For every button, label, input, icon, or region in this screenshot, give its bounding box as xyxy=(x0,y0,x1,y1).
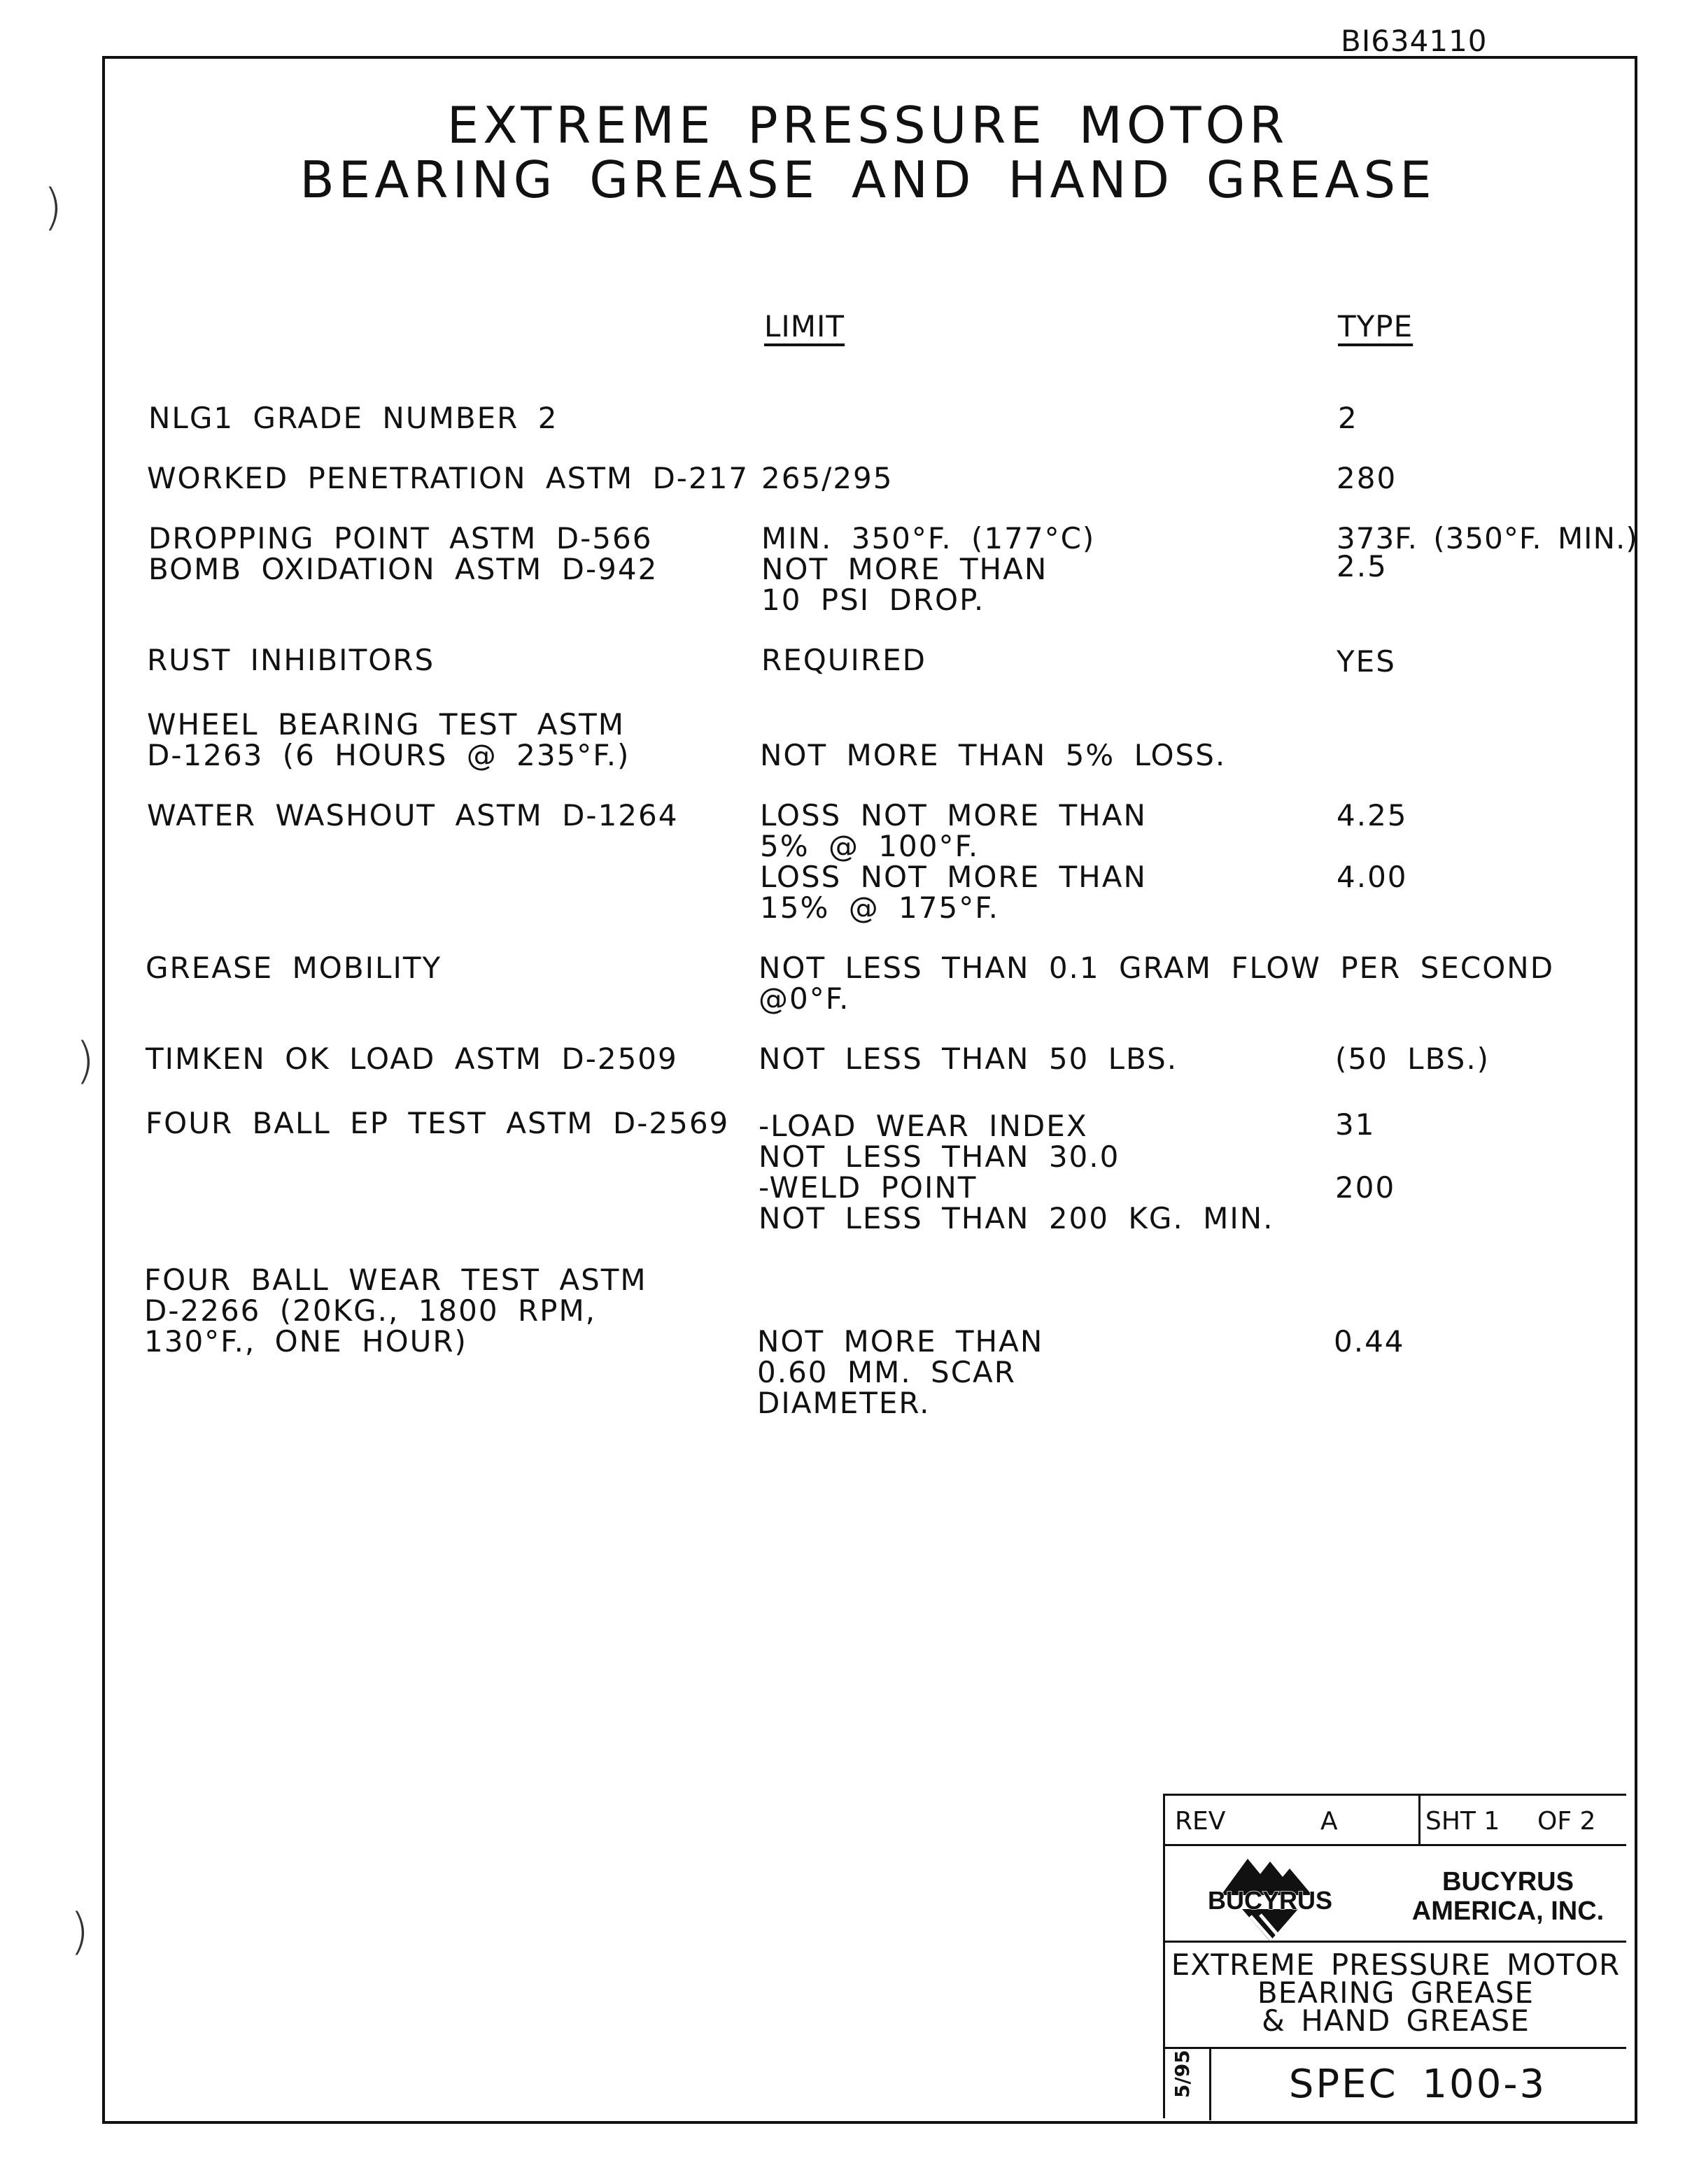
property-label: RUST INHIBITORS xyxy=(147,643,435,677)
property-label: NLG1 GRADE NUMBER 2 xyxy=(148,401,558,435)
limit-value: -LOAD WEAR INDEX NOT LESS THAN 30.0 xyxy=(759,1109,1120,1174)
date-cell xyxy=(1165,2049,1211,2120)
page-title xyxy=(0,98,1685,207)
bucyrus-logo-icon xyxy=(1193,1853,1347,1944)
property-label: TIMKEN OK LOAD ASTM D-2509 xyxy=(146,1042,678,1076)
title-block-title-line-1: EXTREME PRESSURE MOTOR xyxy=(1171,1948,1621,1982)
limit-value: LOSS NOT MORE THAN 5% @ 100°F. xyxy=(760,798,1147,863)
limit-value: NOT LESS THAN 0.1 GRAM FLOW PER SECOND @0°F. xyxy=(759,951,1555,1016)
property-label: WORKED PENETRATION ASTM D-217 xyxy=(147,461,749,495)
type-value: YES xyxy=(1337,644,1396,679)
property-label: FOUR BALL EP TEST ASTM D-2569 xyxy=(146,1106,730,1140)
document-id: BI634110 xyxy=(1341,24,1488,58)
type-value: 4.00 xyxy=(1337,860,1408,894)
limit-value: NOT LESS THAN 50 LBS. xyxy=(759,1042,1178,1076)
sheet-total: OF 2 xyxy=(1537,1807,1596,1836)
revision-date: 5/95 xyxy=(1171,2050,1194,2098)
property-label: WHEEL BEARING TEST ASTM D-1263 (6 HOURS @ 235°F.) xyxy=(147,707,630,772)
column-header-limit: LIMIT xyxy=(764,309,845,343)
limit-value: -WELD POINT NOT LESS THAN 200 KG. MIN. xyxy=(759,1170,1274,1235)
property-label: FOUR BALL WEAR TEST ASTM D-2266 (20KG., 1800 RPM, 130°F., ONE HOUR) xyxy=(144,1263,647,1359)
type-value: 200 xyxy=(1335,1170,1396,1205)
rev-value: A xyxy=(1320,1807,1338,1836)
type-value: 0.44 xyxy=(1334,1324,1405,1359)
company-name-line-2: AMERICA, INC. xyxy=(1411,1896,1605,1926)
type-value: 4.25 xyxy=(1337,798,1408,832)
property-label: GREASE MOBILITY xyxy=(146,951,442,985)
limit-value: MIN. 350°F. (177°C) xyxy=(761,521,1096,555)
punch-hole-mark: ) xyxy=(43,178,63,236)
page-title-line-2: BEARING GREASE AND HAND GREASE xyxy=(299,150,1436,209)
limit-value: LOSS NOT MORE THAN 15% @ 175°F. xyxy=(760,860,1147,925)
limit-value: REQUIRED xyxy=(761,643,926,677)
page-title-line-1: EXTREME PRESSURE MOTOR xyxy=(446,96,1289,155)
spec-number: SPEC 100-3 xyxy=(1288,2062,1547,2107)
logo-wordmark: BUCYRUS xyxy=(1207,1886,1333,1915)
limit-value: NOT MORE THAN 10 PSI DROP. xyxy=(761,552,1048,617)
property-label: DROPPING POINT ASTM D-566 xyxy=(148,521,653,555)
punch-hole-mark: ) xyxy=(70,1903,90,1960)
type-value: 2 xyxy=(1338,401,1358,435)
punch-hole-mark: ) xyxy=(76,1032,95,1089)
title-block-title-line-3: & HAND GREASE xyxy=(1262,2004,1530,2038)
limit-value: NOT MORE THAN 0.60 MM. SCAR DIAMETER. xyxy=(757,1324,1044,1420)
title-block-title-line-2: BEARING GREASE xyxy=(1257,1976,1535,2010)
document-title-row xyxy=(1165,1943,1626,2049)
column-header-type: TYPE xyxy=(1338,309,1413,343)
revision-row xyxy=(1165,1796,1626,1846)
company-name xyxy=(1403,1867,1613,1926)
company-name-line-1: BUCYRUS xyxy=(1442,1867,1574,1896)
limit-value: NOT MORE THAN 5% LOSS. xyxy=(760,738,1227,772)
type-value: 2.5 xyxy=(1337,549,1388,583)
sheet-number: SHT 1 xyxy=(1425,1807,1500,1836)
title-block-title xyxy=(1165,1948,1626,2038)
spec-row xyxy=(1165,2049,1626,2120)
rev-label: REV xyxy=(1175,1807,1226,1836)
limit-value: 265/295 xyxy=(761,461,894,495)
property-label: WATER WASHOUT ASTM D-1264 xyxy=(147,798,679,832)
company-row xyxy=(1165,1846,1626,1943)
title-block xyxy=(1163,1794,1626,2118)
type-value: 280 xyxy=(1337,461,1397,495)
type-value: 31 xyxy=(1335,1107,1376,1142)
type-value: 373F. (350°F. MIN.) xyxy=(1337,521,1638,555)
type-value: (50 LBS.) xyxy=(1335,1042,1490,1076)
property-label: BOMB OXIDATION ASTM D-942 xyxy=(148,552,658,586)
rev-divider xyxy=(1418,1796,1420,1846)
